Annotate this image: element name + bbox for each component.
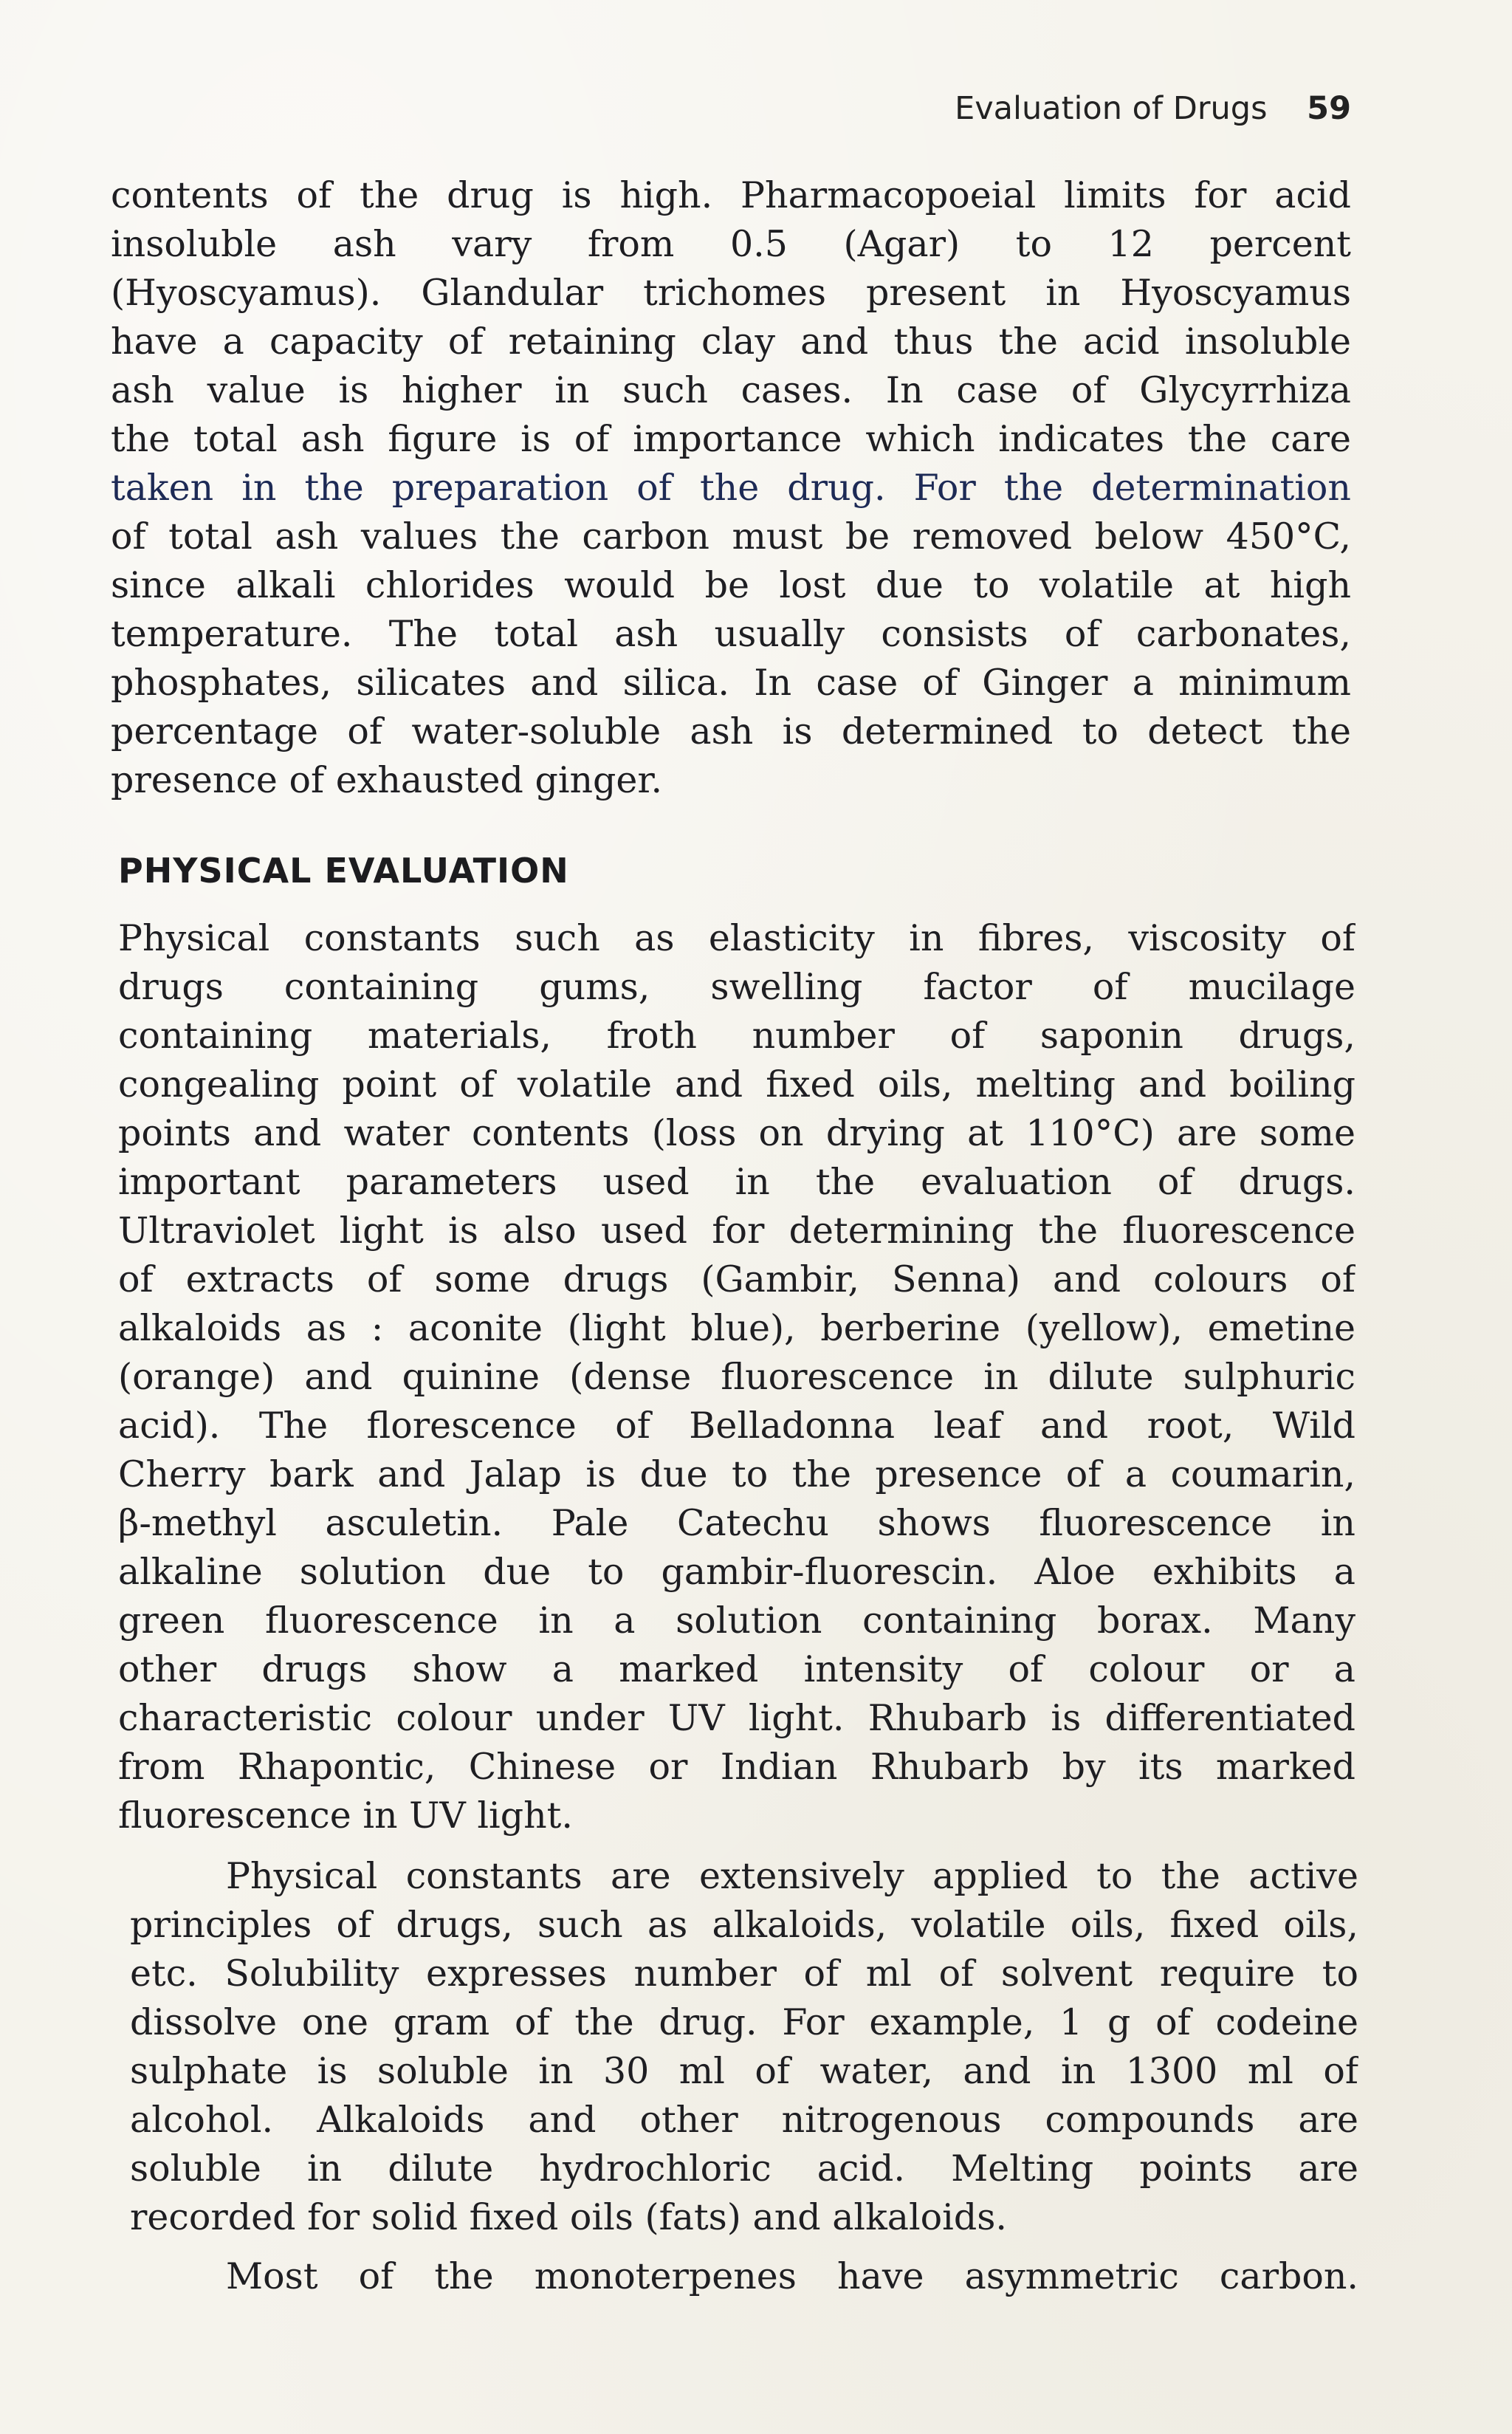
- text-line: ash value is higher in such cases. In case of Glycyrrhiza: [111, 369, 1351, 411]
- paragraph-physical-constants: [118, 914, 1355, 1840]
- text-line: Cherry bark and Jalap is due to the presence of a coumarin,: [118, 1453, 1355, 1495]
- text-line: since alkali chlorides would be lost due to volatile at high: [111, 564, 1351, 606]
- running-head: [879, 90, 1351, 127]
- text-line: congealing point of volatile and fixed oils, melting and boiling: [118, 1063, 1355, 1105]
- text-line: taken in the preparation of the drug. For the determination: [111, 467, 1351, 509]
- text-line: drugs containing gums, swelling factor of mucilage: [118, 966, 1355, 1008]
- text-line: alcohol. Alkaloids and other nitrogenous compounds are: [130, 2099, 1358, 2141]
- text-line: green fluorescence in a solution containing borax. Many: [118, 1600, 1355, 1642]
- text-line: have a capacity of retaining clay and thus the acid insoluble: [111, 320, 1351, 363]
- text-line: containing materials, froth number of saponin drugs,: [118, 1015, 1355, 1057]
- text-line: alkaline solution due to gambir-fluorescin. Aloe exhibits a: [118, 1551, 1355, 1593]
- paragraph-monoterpenes: [130, 2252, 1358, 2301]
- text-line: alkaloids as : aconite (light blue), berberine (yellow), emetine: [118, 1307, 1355, 1349]
- text-line: temperature. The total ash usually consists of carbonates,: [111, 613, 1351, 655]
- text-line: of total ash values the carbon must be removed below 450°C,: [111, 515, 1351, 558]
- text-line: (Hyoscyamus). Glandular trichomes present in Hyoscyamus: [111, 272, 1351, 314]
- section-heading: PHYSICAL EVALUATION: [118, 851, 569, 891]
- text-line: fluorescence in UV light.: [118, 1794, 573, 1837]
- text-line: Most of the monoterpenes have asymmetric carbon.: [226, 2255, 1358, 2297]
- text-line: phosphates, silicates and silica. In case of Ginger a minimum: [111, 662, 1351, 704]
- text-line: soluble in dilute hydrochloric acid. Melting points are: [130, 2147, 1358, 2190]
- paragraph-active-principles: [130, 1852, 1358, 2242]
- text-line: from Rhapontic, Chinese or Indian Rhubarb by its marked: [118, 1746, 1355, 1788]
- paragraph-ash-values: [111, 171, 1351, 805]
- text-line: the total ash figure is of importance which indicates the care: [111, 418, 1351, 460]
- text-line: sulphate is soluble in 30 ml of water, and in 1300 ml of: [130, 2050, 1358, 2092]
- text-line: dissolve one gram of the drug. For example, 1 g of codeine: [130, 2001, 1358, 2043]
- text-line: β-methyl asculetin. Pale Catechu shows fluorescence in: [118, 1502, 1355, 1544]
- text-line: Physical constants are extensively applied to the active: [226, 1855, 1358, 1897]
- text-line: other drugs show a marked intensity of colour or a: [118, 1648, 1355, 1690]
- text-line: Ultraviolet light is also used for determining the fluorescence: [118, 1210, 1355, 1252]
- text-line: etc. Solubility expresses number of ml of solvent require to: [130, 1953, 1358, 1995]
- text-line: contents of the drug is high. Pharmacopoeial limits for acid: [111, 174, 1351, 216]
- text-line: recorded for solid fixed oils (fats) and alkaloids.: [130, 2196, 1007, 2238]
- page-number: 59: [1307, 90, 1351, 127]
- text-line: Physical constants such as elasticity in fibres, viscosity of: [118, 917, 1355, 959]
- text-line: important parameters used in the evaluation of drugs.: [118, 1161, 1355, 1203]
- text-line: characteristic colour under UV light. Rhubarb is differentiated: [118, 1697, 1355, 1739]
- text-line: insoluble ash vary from 0.5 (Agar) to 12 percent: [111, 223, 1351, 265]
- text-line: (orange) and quinine (dense fluorescence in dilute sulphuric: [118, 1356, 1355, 1398]
- text-line: percentage of water-soluble ash is determined to detect the: [111, 710, 1351, 753]
- text-line: principles of drugs, such as alkaloids, volatile oils, fixed oils,: [130, 1904, 1358, 1946]
- text-line: of extracts of some drugs (Gambir, Senna) and colours of: [118, 1258, 1355, 1300]
- text-line: presence of exhausted ginger.: [111, 759, 663, 801]
- text-line: points and water contents (loss on drying at 110°C) are some: [118, 1112, 1355, 1154]
- text-line: acid). The florescence of Belladonna leaf and root, Wild: [118, 1405, 1355, 1447]
- running-head-title: Evaluation of Drugs: [955, 90, 1268, 127]
